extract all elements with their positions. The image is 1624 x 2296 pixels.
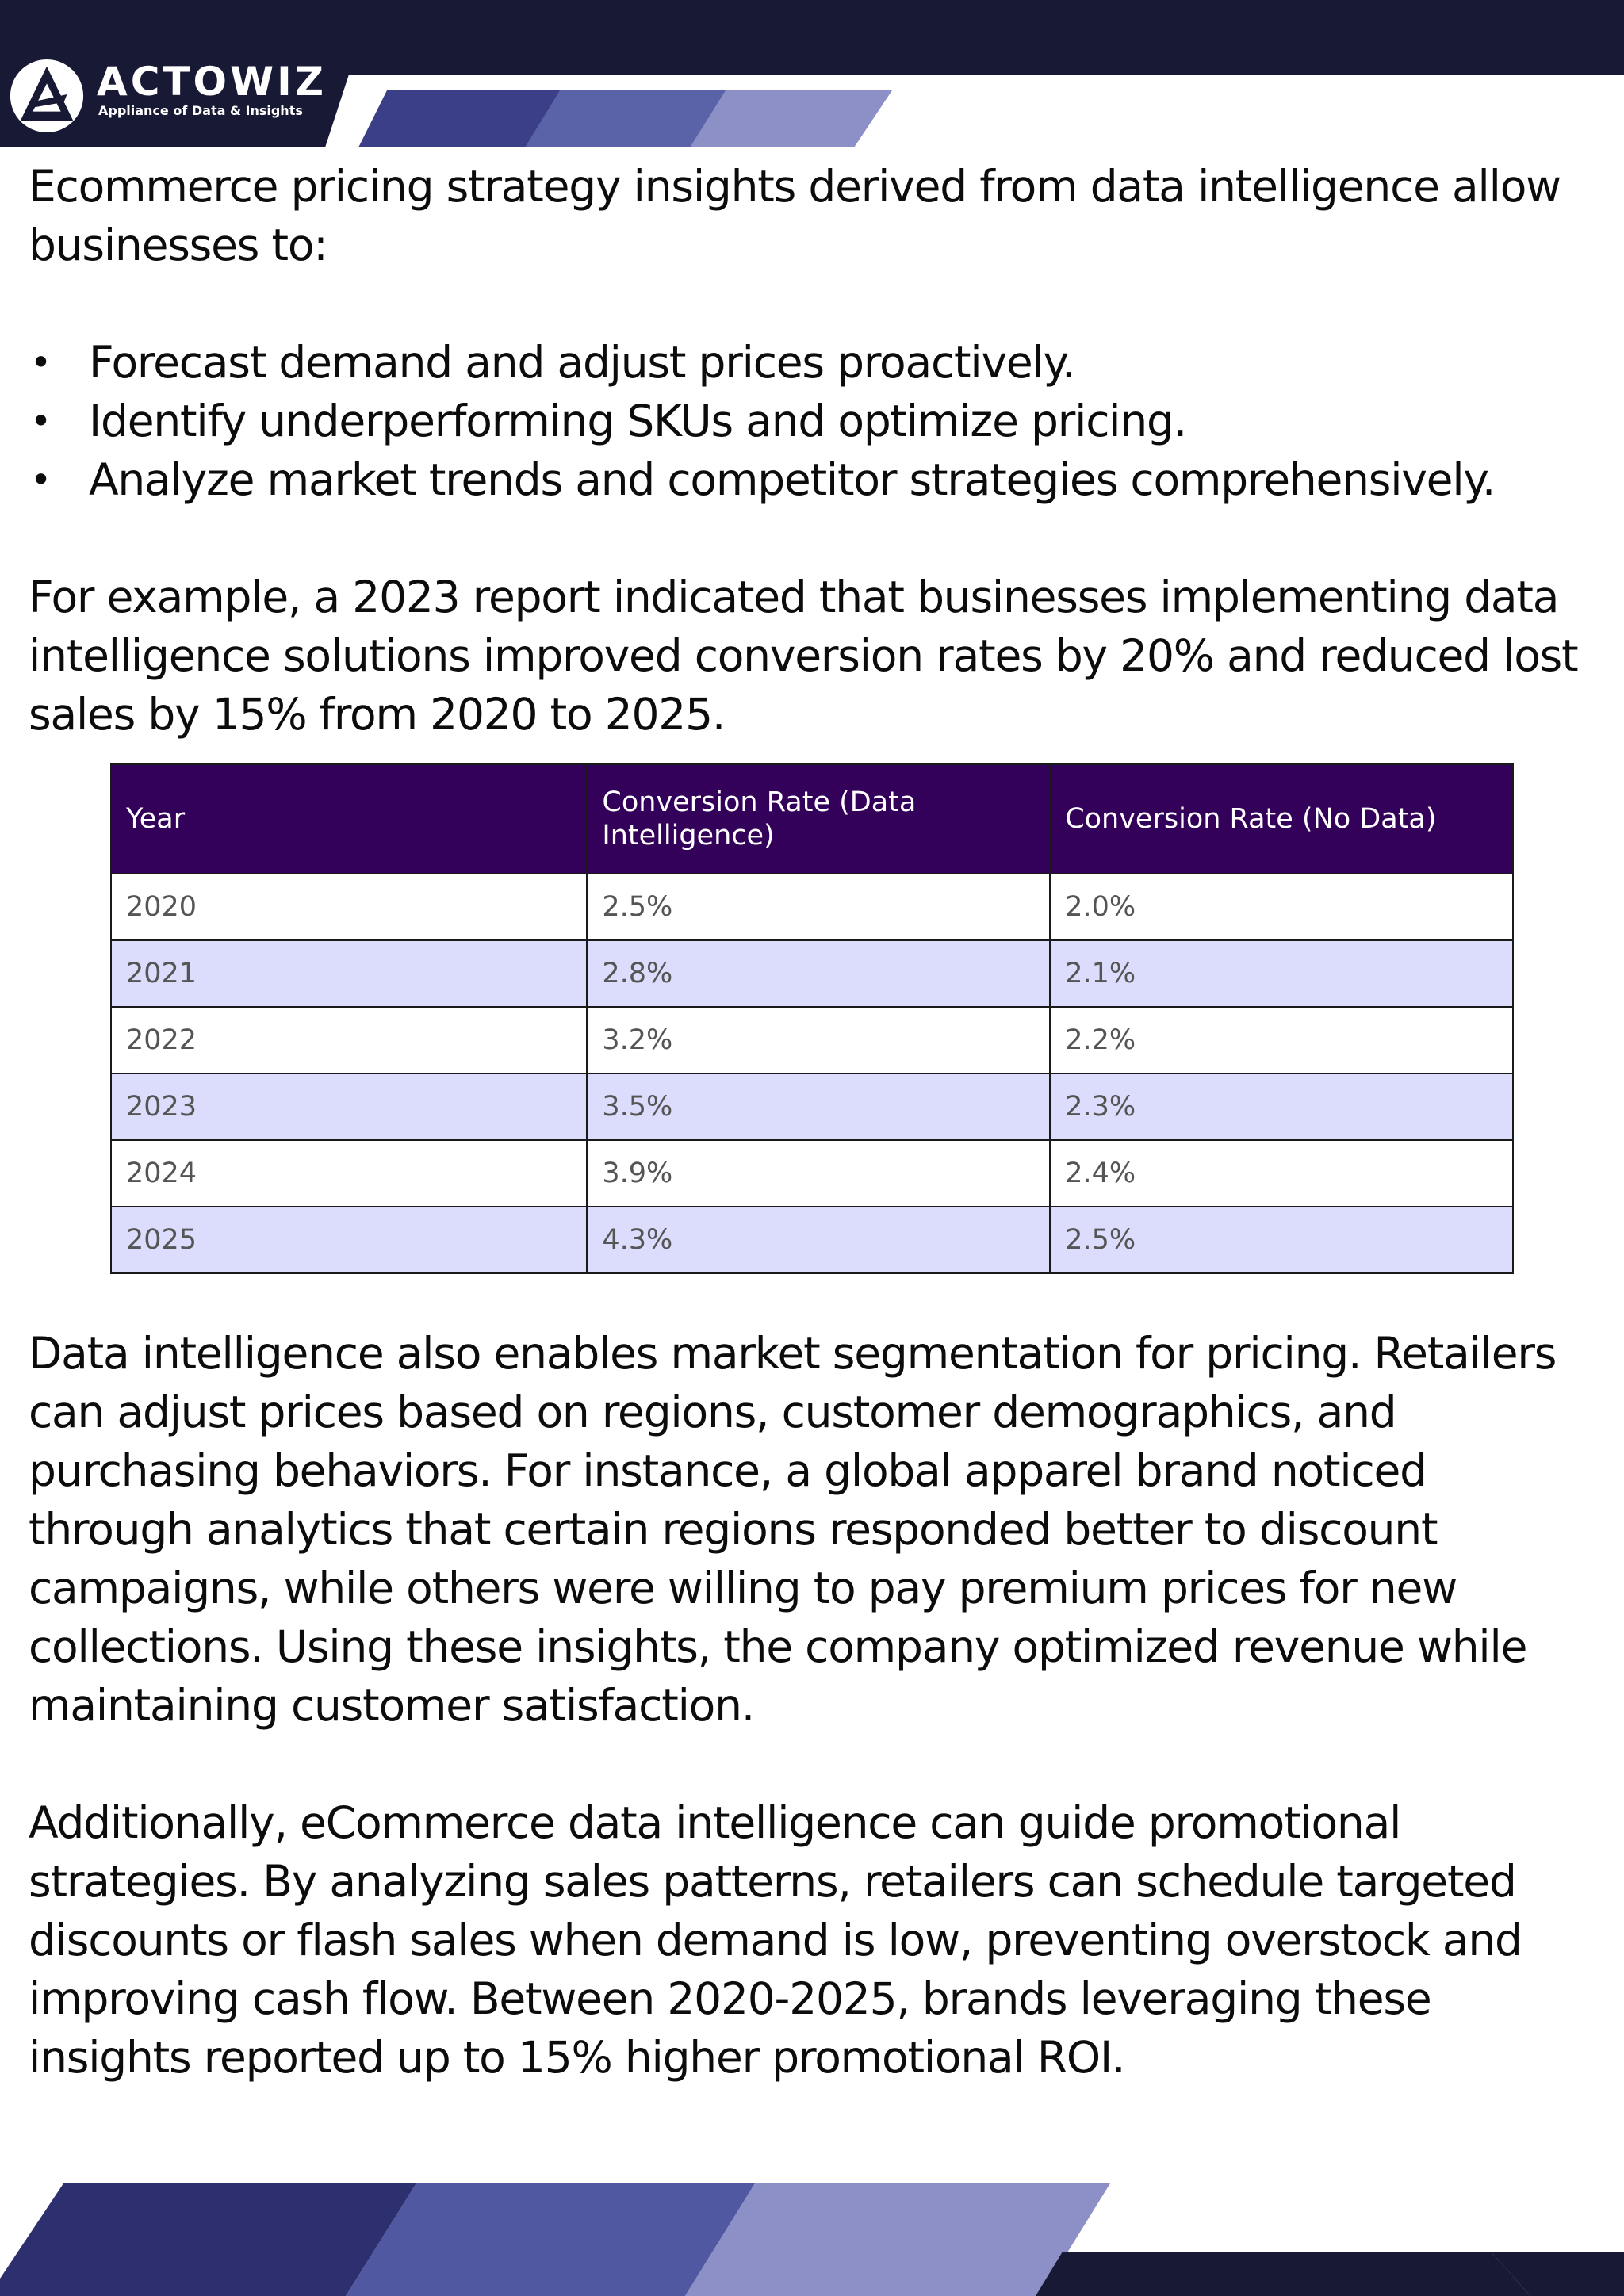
paragraph-gap — [29, 509, 1595, 568]
logo-mark-icon — [8, 57, 86, 135]
brand-logo — [8, 57, 341, 136]
example-paragraph: For example, a 2023 report indicated that businesses implementing data intelligence solutions improved conversion rates by 20% and reduced lost sales by 15% from 2020 to 2025. — [29, 572, 1578, 740]
article-body — [29, 157, 1595, 744]
cell-rate-data: 2.8% — [587, 940, 1050, 1007]
bullet-icon: • — [30, 400, 51, 442]
paragraph-gap — [29, 1735, 1595, 1793]
cell-rate-nodata: 2.1% — [1050, 940, 1513, 1007]
cell-rate-data: 2.5% — [587, 874, 1050, 940]
bullet-icon: • — [30, 458, 51, 501]
bullet-text: Forecast demand and adjust prices proactively. — [89, 337, 1075, 388]
cell-rate-nodata: 2.0% — [1050, 874, 1513, 940]
table-header-row — [111, 764, 1513, 874]
cell-year: 2021 — [111, 940, 587, 1007]
bullet-icon: • — [30, 341, 51, 384]
table-row — [111, 1140, 1513, 1207]
bullet-item — [29, 333, 1595, 392]
bullet-item — [29, 392, 1595, 450]
promotional-paragraph: Additionally, eCommerce data intelligence can guide promotional strategies. By analyzing sales patterns, retailers can schedule targeted discounts or flash sales when demand is low, preventing overstock and improving cash flow. Between 2020-2025, brands leveraging these insights reported up to 15% higher promotional ROI. — [29, 1797, 1522, 2083]
table-row — [111, 1007, 1513, 1073]
cell-year: 2022 — [111, 1007, 587, 1073]
header-no-data: Conversion Rate (No Data) — [1050, 764, 1513, 874]
cell-rate-nodata: 2.2% — [1050, 1007, 1513, 1073]
cell-rate-data: 3.9% — [587, 1140, 1050, 1207]
article-body-lower — [29, 1324, 1595, 2087]
cell-rate-data: 3.2% — [587, 1007, 1050, 1073]
table-row — [111, 1073, 1513, 1140]
cell-rate-nodata: 2.4% — [1050, 1140, 1513, 1207]
bullet-text: Identify underperforming SKUs and optimize pricing. — [89, 396, 1187, 446]
table-row — [111, 940, 1513, 1007]
table-row — [111, 1207, 1513, 1273]
intro-paragraph: Ecommerce pricing strategy insights derived from data intelligence allow businesses to: — [29, 161, 1561, 270]
cell-year: 2024 — [111, 1140, 587, 1207]
header-data-intelligence: Conversion Rate (Data Intelligence) — [587, 764, 1050, 874]
cell-year: 2020 — [111, 874, 587, 940]
bullet-text: Analyze market trends and competitor strategies comprehensively. — [89, 454, 1496, 505]
table-row — [111, 874, 1513, 940]
cell-rate-nodata: 2.3% — [1050, 1073, 1513, 1140]
footer-band — [0, 2179, 1624, 2296]
header-band — [0, 0, 1624, 147]
paragraph-gap — [29, 274, 1595, 333]
logo-tagline: Appliance of Data & Insights — [98, 103, 303, 118]
header-year: Year — [111, 764, 587, 874]
footer-graphic — [0, 2179, 1624, 2296]
conversion-rate-table — [110, 763, 1514, 1274]
bullet-item — [29, 450, 1595, 509]
bullet-list — [29, 333, 1595, 509]
cell-rate-data: 3.5% — [587, 1073, 1050, 1140]
segmentation-paragraph: Data intelligence also enables market segmentation for pricing. Retailers can adjust prices based on regions, customer demographics, and purchasing behaviors. For instance, a global apparel brand noticed through analytics that certain regions responded better to discount campaigns, while others were willing to pay premium prices for new collections. Using these insights, the company optimized revenue while maintaining customer satisfaction. — [29, 1328, 1557, 1731]
cell-rate-nodata: 2.5% — [1050, 1207, 1513, 1273]
cell-year: 2025 — [111, 1207, 587, 1273]
logo-wordmark: ACTOWIZ — [97, 59, 327, 105]
cell-rate-data: 4.3% — [587, 1207, 1050, 1273]
cell-year: 2023 — [111, 1073, 587, 1140]
